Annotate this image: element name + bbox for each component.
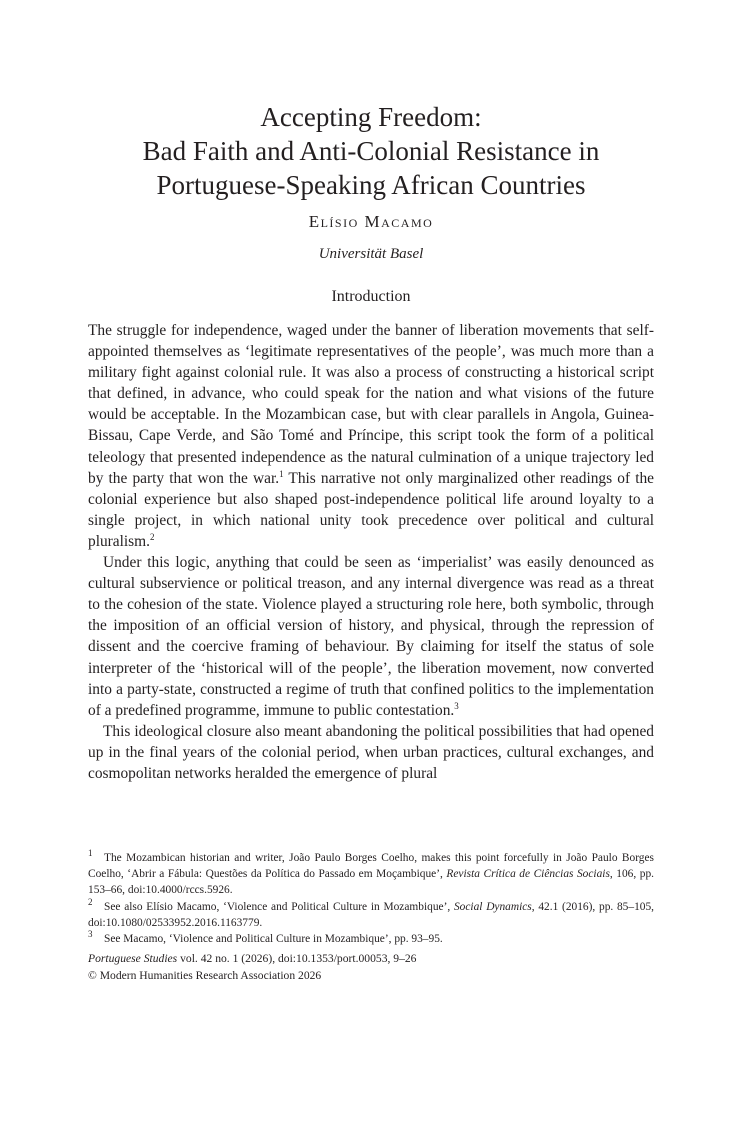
footnote-text: See also Elísio Macamo, ‘Violence and Political Culture in Mozambique’, <box>104 900 454 913</box>
paragraph-3 <box>88 721 654 784</box>
footnote-marker-1[interactable]: 1 <box>279 468 284 479</box>
paragraph-3-text: This ideological closure also meant abandoning the political possibilities that had opened up in the final years of the colonial period, when urban practices, cultural exchanges, and cosmopolitan networks heralded the emergence of plural <box>88 722 654 782</box>
copyright-line: © Modern Humanities Research Association 2026 <box>88 969 322 982</box>
author-name: Elísio Macamo <box>308 212 434 231</box>
footnote-text: , 42.1 (2016), pp. 85–105, doi:10.1080/02533952.2016.1163779. <box>88 900 654 929</box>
paragraph-2 <box>88 552 654 721</box>
footnotes <box>88 850 654 947</box>
footnote-text: The Mozambican historian and writer, João Paulo Borges Coelho, makes this point forcefully in João Paulo Borges Coelho, ‘Abrir a Fábula: Questões da Política do Passado em Moçambique’, <box>88 852 654 881</box>
paragraph-2-text: Under this logic, anything that could be seen as ‘imperialist’ was easily denounced as cultural subservience or political treason, and any internal divergence was read as a threat to the cohesion of the state. Violence played a structuring role here, both symbolic, through the imposition of an official version of history, and physical, through the repression of dissent and the coercive framing of behaviour. By claiming for itself the status of sole interpreter of the ‘historical will of the people’, the liberation movement, now converted into a party-state, constructed a regime of truth that confined politics to the implementation of a predefined programme, immune to public contestation. <box>88 554 654 719</box>
title-line-1: Accepting Freedom: <box>260 102 482 132</box>
footnote-text: See Macamo, ‘Violence and Political Culture in Mozambique’, pp. 93–95. <box>104 933 443 946</box>
footnote-2: 2 See also Elísio Macamo, ‘Violence and Political Culture in Mozambique’, Social Dynamics, 42.1 (2016), pp. 85–105, doi:10.1080/02533952.2016.1163779. <box>88 896 654 929</box>
title-line-2: Bad Faith and Anti-Colonial Resistance in <box>142 136 600 166</box>
article-page <box>88 100 654 784</box>
footnote-marker-2[interactable]: 2 <box>149 531 155 542</box>
footnote-journal: Revista Crítica de Ciências Sociais <box>446 868 610 881</box>
paragraph-1-text-b: This narrative not only marginalized other readings of the colonial experience but also shaped post-independence political life around loyalty to a single project, in which national unity took precedence over political and cultural pluralism. <box>88 469 655 550</box>
footnote-1: 1 The Mozambican historian and writer, João Paulo Borges Coelho, makes this point forcefully in João Paulo Borges Coelho, ‘Abrir a Fábula: Questões da Política do Passado em Moçambique’, Revista Crítica de Ciências Sociais, 106, pp. 153–66, doi:10.4000/rccs.5926. <box>88 848 655 897</box>
paragraph-1-text-a: The struggle for independence, waged under the banner of liberation movements that self-appointed themselves as ‘legitimate representatives of the people’, was much more than a military fight against colonial rule. It was also a process of constructing a historical script that defined, in advance, who could speak for the nation and what visions of the future would be acceptable. In the Mozambican case, but with clear parallels in Angola, Guinea-Bissau, Cape Verde, and São Tomé and Príncipe, this script took the form of a political teleology that presented independence as the natural culmination of a unique trajectory led by the party that won the war. <box>88 322 654 487</box>
paragraph-1 <box>88 320 654 552</box>
journal-citation <box>88 950 654 984</box>
citation-details: vol. 42 no. 1 (2026), doi:10.1353/port.00053, 9–26 <box>177 952 417 965</box>
title-line-3: Portuguese-Speaking African Countries <box>156 170 586 200</box>
section-heading: Introduction <box>331 288 411 305</box>
body-text <box>88 320 654 784</box>
citation-line <box>88 950 654 967</box>
footnote-journal: Social Dynamics <box>453 900 532 913</box>
footnote-3: 3 See Macamo, ‘Violence and Political Culture in Mozambique’, pp. 93–95. <box>88 929 443 946</box>
journal-name: Portuguese Studies <box>88 952 178 965</box>
footnote-marker-3[interactable]: 3 <box>454 700 459 711</box>
article-title <box>88 100 654 202</box>
author-affiliation: Universität Basel <box>318 246 424 262</box>
footnote-text: , 106, pp. 153–66, doi:10.4000/rccs.5926. <box>88 868 655 897</box>
